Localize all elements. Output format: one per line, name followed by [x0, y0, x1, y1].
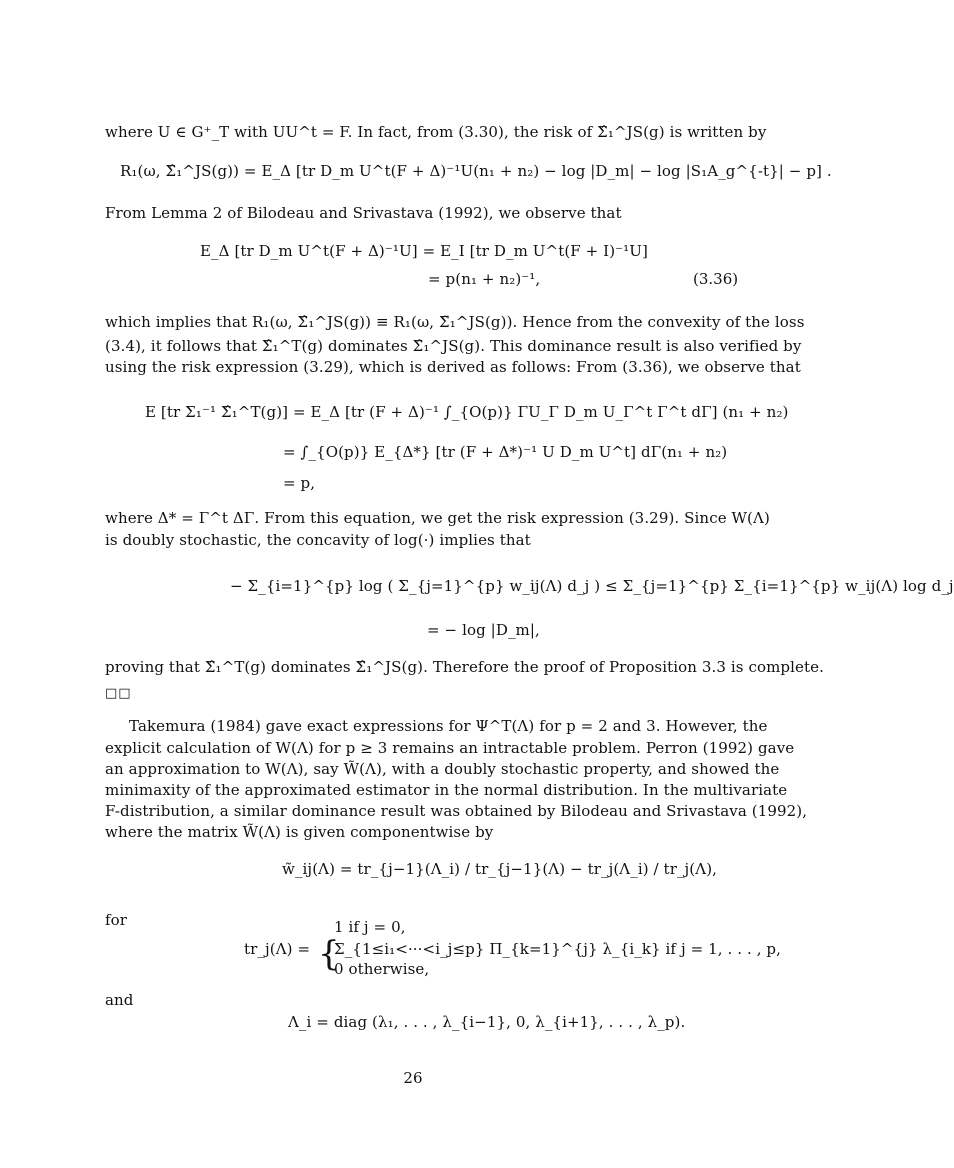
- page-number: 26: [403, 1069, 423, 1087]
- equation-w-tilde: w̃_ij(Λ) = tr_{j−1}(Λ_i) / tr_{j−1}(Λ) − tr_j(Λ_i) / tr_j(Λ),: [282, 860, 718, 878]
- paragraph-stochastic-line1: where Δ* = Γ^t ΔΓ. From this equation, we get the risk expression (3.29). Since W(Λ): [105, 509, 770, 527]
- equation-trace-lhs: tr_j(Λ) =: [244, 940, 311, 958]
- equation-expectation-line2: = ∫_{O(p)} E_{Δ*} [tr (F + Δ*)⁻¹ U D_m U^t] dΓ(n₁ + n₂): [283, 443, 728, 461]
- equation-3-36-line2: = p(n₁ + n₂)⁻¹,: [428, 270, 541, 288]
- paragraph-takemura-line5: F-distribution, a similar dominance result was obtained by Bilodeau and Srivastava (1992),: [105, 802, 808, 820]
- paragraph-dominance-line2: (3.4), it follows that Σ̂₁^T(g) dominates Σ̂₁^JS(g). This dominance result is also verified by: [105, 337, 802, 355]
- paragraph-takemura-line2: explicit calculation of W(Λ) for p ≥ 3 remains an intractable problem. Perron (1992) gave: [105, 739, 795, 757]
- paragraph-takemura-line1: Takemura (1984) gave exact expressions for Ψ^T(Λ) for p = 2 and 3. However, the: [129, 717, 768, 735]
- equation-expectation-line1: E [tr Σ₁⁻¹ Σ̂₁^T(g)] = E_Δ [tr (F + Δ)⁻¹ ∫_{O(p)} ΓU_Γ D_m U_Γ^t Γ^t dΓ] (n₁ + n₂): [145, 403, 789, 421]
- equation-concavity-line1: − Σ_{i=1}^{p} log ( Σ_{j=1}^{p} w_ij(Λ) d_j ) ≤ Σ_{j=1}^{p} Σ_{i=1}^{p} w_ij(Λ) log d_j: [230, 577, 954, 595]
- equation-trace-case2: Σ_{1≤i₁<···<i_j≤p} Π_{k=1}^{j} λ_{i_k} if j = 1, . . . , p,: [334, 940, 782, 958]
- equation-concavity-line2: = − log |D_m|,: [427, 621, 540, 639]
- text-for: for: [105, 911, 128, 929]
- text-and: and: [105, 991, 134, 1009]
- equation-trace-case3: 0 otherwise,: [334, 960, 430, 978]
- paragraph-takemura-line3: an approximation to W(Λ), say W̃(Λ), with a doubly stochastic property, and showed the: [105, 760, 780, 778]
- equation-number-3-36: (3.36): [693, 270, 739, 288]
- equation-lambda-i: Λ_i = diag (λ₁, . . . , λ_{i−1}, 0, λ_{i+1}, . . . , λ_p).: [288, 1013, 686, 1031]
- brace-symbol: {: [318, 934, 340, 974]
- paragraph-lemma: From Lemma 2 of Bilodeau and Srivastava (1992), we observe that: [105, 204, 622, 222]
- paragraph-stochastic-line2: is doubly stochastic, the concavity of log(·) implies that: [105, 531, 531, 549]
- paragraph-dominance-line1: which implies that R₁(ω, Σ̂₁^JS(g)) ≡ R₁(ω, Σ̃₁^JS(g)). Hence from the convexity of the loss: [105, 313, 805, 331]
- equation-risk: R₁(ω, Σ̂₁^JS(g)) = E_Δ [tr D_m U^t(F + Δ)⁻¹U(n₁ + n₂) − log |D_m| − log |S₁A_g^{-t}| − p] .: [120, 162, 832, 180]
- paragraph-takemura-line6: where the matrix W̃(Λ) is given componentwise by: [105, 823, 494, 841]
- paragraph-takemura-line4: minimaxity of the approximated estimator in the normal distribution. In the multivariate: [105, 781, 788, 799]
- paragraph-intro: where U ∈ G⁺_T with UU^t = F. In fact, from (3.30), the risk of Σ̂₁^JS(g) is written by: [105, 123, 767, 141]
- equation-3-36-line1: E_Δ [tr D_m U^t(F + Δ)⁻¹U] = E_I [tr D_m U^t(F + I)⁻¹U]: [200, 242, 648, 260]
- paragraph-dominance-line3: using the risk expression (3.29), which is derived as follows: From (3.36), we observe that: [105, 358, 801, 376]
- equation-expectation-line3: = p,: [283, 474, 316, 492]
- equation-trace-case1: 1 if j = 0,: [334, 918, 406, 936]
- paragraph-proof-complete: proving that Σ̂₁^T(g) dominates Σ̂₁^JS(g). Therefore the proof of Proposition 3.3 is complete.: [105, 658, 824, 676]
- qed-symbol: □□: [105, 686, 132, 701]
